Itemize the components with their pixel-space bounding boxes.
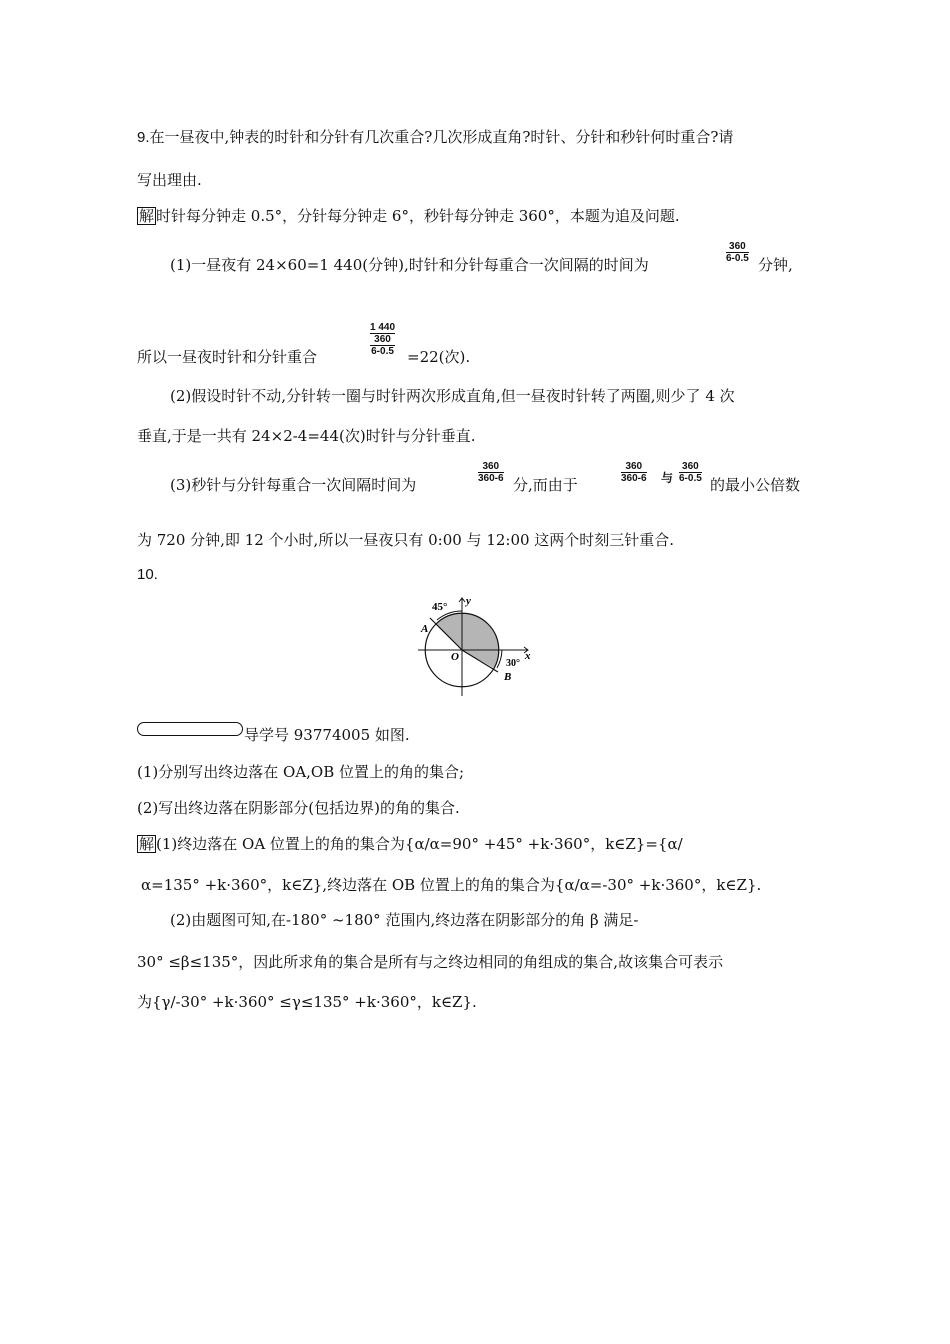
part1-unit: 分钟, [758,256,793,274]
angle-figure [410,592,540,700]
fraction-denominator: 6-0.5 [726,253,749,264]
label-30: 30° [506,658,520,669]
fraction-numerator: 1 440 [370,322,396,333]
inner-numerator: 360 [374,334,391,345]
guide-badge [137,722,243,736]
fraction-denominator: 360-6 [478,473,504,484]
q10-answer-line4: 30° ≤β≤135°，因此所求角的集合是所有与之终边相同的角组成的集合,故该集合可表示 [137,953,724,971]
label-A: A [421,623,429,635]
question-9-line1 [137,126,733,147]
compound-fraction [370,322,395,357]
part3-line2: 为 720 分钟,即 12 个小时,所以一昼夜只有 0:00 与 12:00 这两个时刻三针重合. [137,531,675,549]
question-text: 在一昼夜中,钟表的时针和分针有几次重合?几次形成直角?时针、分针和秒针何时重合?请 [149,128,734,146]
part1-line2: 所以一昼夜时针和分针重合 [137,348,318,366]
label-x: x [525,650,531,662]
question-number: 9. [137,129,150,146]
answer-label: 解 [139,835,155,853]
part1-line1: (1)一昼夜有 24×60=1 440(分钟),时针和分针每重合一次间隔的时间为 [170,256,649,274]
question-10-number: 10. [137,566,158,583]
q10-answer-line2: α=135° +k·360°，k∈Z},终边落在 OB 位置上的角的集合为{α/α=-30° +k·360°，k∈Z}. [141,876,762,894]
q10-answer-line1 [137,833,683,854]
guide-text: 导学号 93774005 如图. [244,726,410,744]
q10-sub2: (2)写出终边落在阴影部分(包括边界)的角的集合. [137,799,460,817]
label-45: 45° [432,601,448,613]
part3-and: 与 [661,471,674,485]
part1-result: =22(次). [407,348,471,366]
label-O: O [451,651,459,663]
answer-text: (1)终边落在 OA 位置上的角的集合为{α/α=90° +45° +k·360°，k∈Z}={α/ [156,835,683,853]
q10-sub1: (1)分别写出终边落在 OA,OB 位置上的角的集合; [137,763,465,781]
answer-intro-text: 时针每分钟走 0.5°，分针每分钟走 6°，秒针每分钟走 360°，本题为追及问题. [156,207,680,225]
answer-intro [137,205,680,226]
q10-answer-line5: 为{γ/-30° +k·360° ≤γ≤135° +k·360°，k∈Z}. [137,993,477,1011]
fraction-denominator: 360-6 [621,473,647,484]
fraction-360-over-360-6 [478,461,504,484]
fraction-denominator: 6-0.5 [679,473,702,484]
fraction-numerator: 360 [625,461,643,472]
part3-text: 分,而由于 [513,476,578,494]
fraction-numerator: 360 [682,461,699,472]
part3-line1: (3)秒针与分针每重合一次间隔时间为 [170,476,417,494]
fraction-360-over-6-0.5 [726,241,749,264]
fraction-360-over-6-0.5-b [679,461,702,484]
fraction-numerator: 360 [482,461,500,472]
label-B: B [504,671,512,683]
part3-lcm: 的最小公倍数 [710,476,801,494]
shaded-region [436,613,499,668]
part2-line1: (2)假设时针不动,分针转一圈与时针两次形成直角,但一昼夜时针转了两圈,则少了 4 次 [170,387,735,405]
answer-label: 解 [139,207,155,225]
part2-line2: 垂直,于是一共有 24×2-4=44(次)时针与分针垂直. [137,427,476,445]
inner-denominator: 6-0.5 [371,346,394,357]
fraction-numerator: 360 [729,241,746,252]
fraction-360-over-360-6-b [621,461,647,484]
q10-answer-line3: (2)由题图可知,在-180° ~180° 范围内,终边落在阴影部分的角 β 满足- [170,911,639,929]
label-y: y [466,595,471,607]
question-9-line2: 写出理由. [137,171,202,189]
